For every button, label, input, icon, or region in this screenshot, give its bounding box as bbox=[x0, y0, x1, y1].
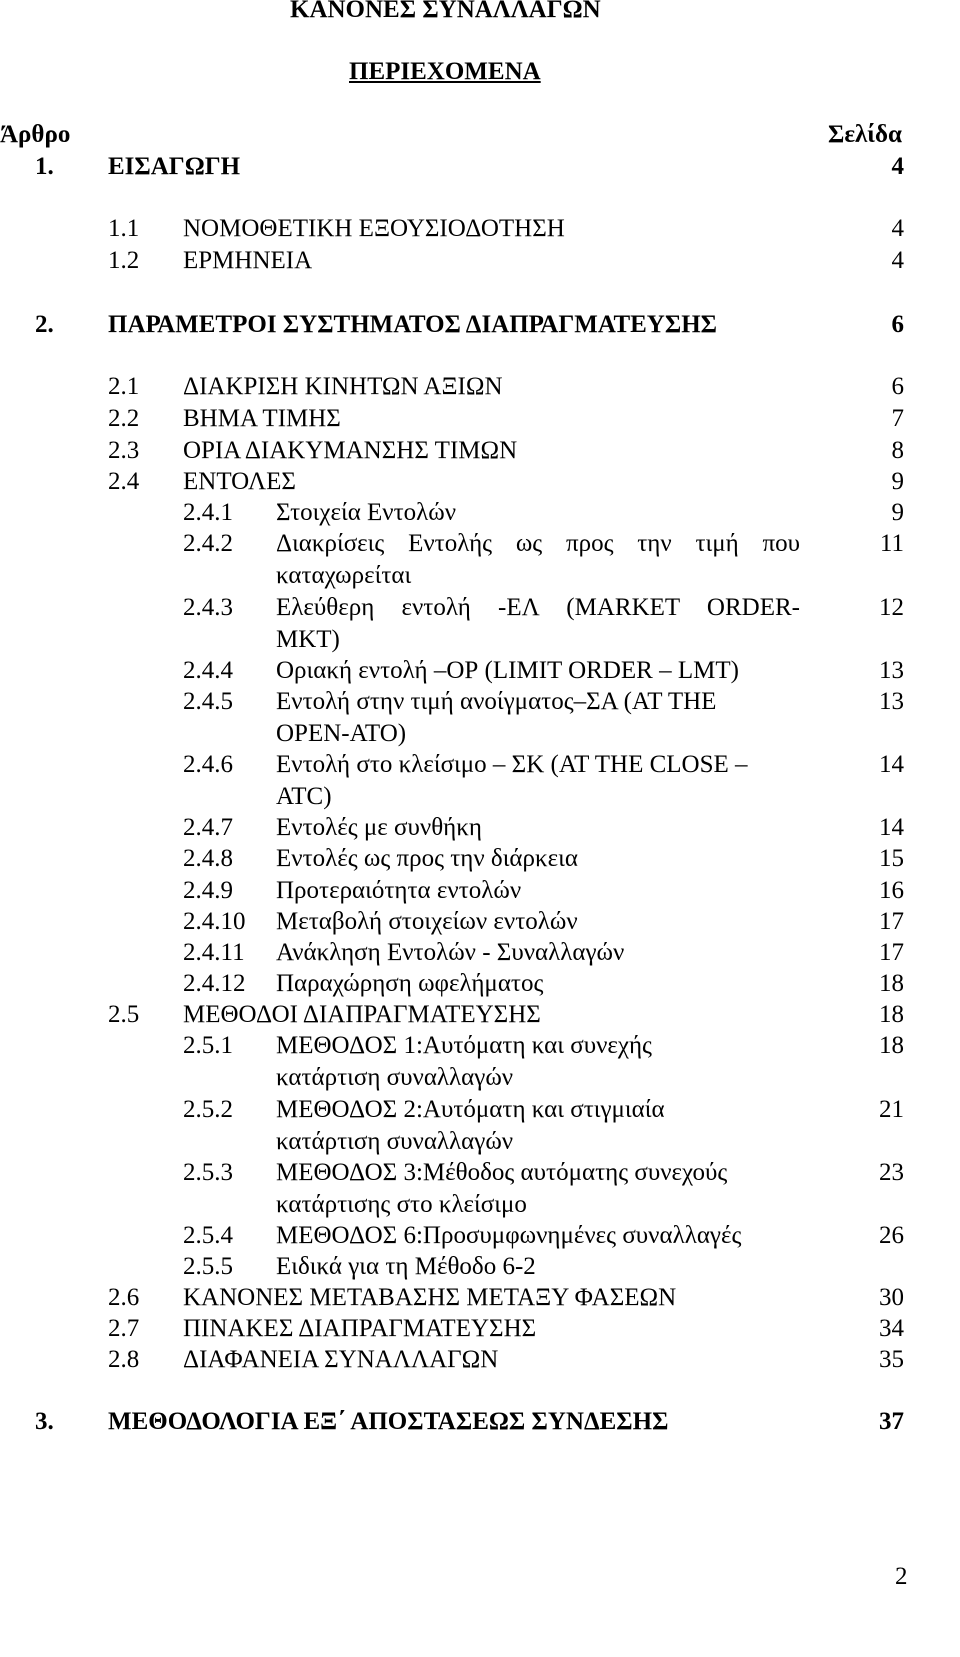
toc-entry-number: 2.4.9 bbox=[183, 877, 233, 904]
toc-entry-number: 2.5.2 bbox=[183, 1096, 233, 1123]
toc-entry-title: ΔΙΑΚΡΙΣΗ ΚΙΝΗΤΩΝ ΑΞΙΩΝ bbox=[183, 373, 503, 400]
toc-entry-page: 12 bbox=[879, 594, 904, 621]
toc-entry-title: ΜΕΘΟΔΟΛΟΓΙΑ ΕΞ΄ ΑΠΟΣΤΑΣΕΩΣ ΣΥΝΔΕΣΗΣ bbox=[108, 1408, 669, 1435]
toc-entry-page: 13 bbox=[879, 657, 904, 684]
toc-entry-page: 14 bbox=[879, 814, 904, 841]
toc-entry-page: 35 bbox=[879, 1346, 904, 1373]
toc-entry-title: ΜΕΘΟΔΟΣ 1:Αυτόματη και συνεχής bbox=[276, 1032, 652, 1059]
toc-entry-number: 2.4.11 bbox=[183, 939, 245, 966]
toc-entry-number: 2.4.4 bbox=[183, 657, 233, 684]
toc-entry-number: 2.5.3 bbox=[183, 1159, 233, 1186]
toc-entry-title-continued: κατάρτιση συναλλαγών bbox=[276, 1064, 514, 1091]
toc-entry-number: 1.2 bbox=[108, 247, 140, 274]
toc-entry-page: 18 bbox=[879, 1001, 904, 1028]
toc-entry-title: Παραχώρηση ωφελήματος bbox=[276, 970, 544, 997]
toc-entry-page: 8 bbox=[891, 437, 904, 464]
toc-entry-title-continued: κατάρτιση συναλλαγών bbox=[276, 1128, 514, 1155]
toc-entry-page: 18 bbox=[879, 1032, 904, 1059]
toc-entry-title: Ελεύθερη εντολή -ΕΛ (MARKET ORDER- bbox=[276, 594, 800, 621]
page-number: 2 bbox=[895, 1563, 908, 1590]
toc-entry-page: 9 bbox=[891, 499, 904, 526]
toc-entry-page: 37 bbox=[879, 1408, 904, 1435]
toc-entry-title: Διακρίσεις Εντολής ως προς την τιμή που bbox=[276, 530, 800, 557]
toc-entry-number: 2.4.1 bbox=[183, 499, 233, 526]
toc-entry-title: ΜΕΘΟΔΟΣ 6:Προσυμφωνημένες συναλλαγές bbox=[276, 1222, 742, 1249]
toc-entry-page: 11 bbox=[879, 530, 904, 557]
toc-entry-title: ΝΟΜΟΘΕΤΙΚΗ ΕΞΟΥΣΙΟΔΟΤΗΣΗ bbox=[183, 215, 565, 242]
toc-entry-title: Εντολές με συνθήκη bbox=[276, 814, 482, 841]
toc-entry-title: Ανάκληση Εντολών - Συναλλαγών bbox=[276, 939, 625, 966]
toc-entry-page: 4 bbox=[891, 215, 904, 242]
toc-entry-number: 1. bbox=[35, 153, 54, 180]
toc-entry-number: 2.4.8 bbox=[183, 845, 233, 872]
toc-entry-title-continued: MKT) bbox=[276, 626, 340, 653]
doc-title: ΚΑΝΟΝΕΣ ΣΥΝΑΛΛΑΓΩΝ bbox=[290, 0, 601, 23]
toc-entry-number: 2.4.12 bbox=[183, 970, 246, 997]
toc-entry-page: 4 bbox=[891, 247, 904, 274]
toc-entry-title-continued: ATC) bbox=[276, 783, 332, 810]
toc-entry-number: 2.4.6 bbox=[183, 751, 233, 778]
toc-entry-page: 17 bbox=[879, 939, 904, 966]
toc-entry-title: ΕΝΤΟΛΕΣ bbox=[183, 468, 296, 495]
toc-entry-page: 26 bbox=[879, 1222, 904, 1249]
toc-entry-number: 2.7 bbox=[108, 1315, 140, 1342]
toc-entry-page: 4 bbox=[891, 153, 904, 180]
toc-entry-number: 2.5.1 bbox=[183, 1032, 233, 1059]
toc-entry-title-continued: καταχωρείται bbox=[276, 562, 412, 589]
toc-entry-title: ΜΕΘΟΔΟΣ 3:Μέθοδος αυτόματης συνεχούς bbox=[276, 1159, 728, 1186]
toc-entry-title: ΟΡΙΑ ΔΙΑΚΥΜΑΝΣΗΣ ΤΙΜΩΝ bbox=[183, 437, 518, 464]
toc-entry-page: 34 bbox=[879, 1315, 904, 1342]
toc-entry-number: 3. bbox=[35, 1408, 54, 1435]
toc-entry-number: 2.6 bbox=[108, 1284, 140, 1311]
toc-entry-number: 2.4.7 bbox=[183, 814, 233, 841]
toc-entry-title: ΕΙΣΑΓΩΓΗ bbox=[108, 153, 241, 180]
toc-entry-title: ΚΑΝΟΝΕΣ ΜΕΤΑΒΑΣΗΣ ΜΕΤΑΞΥ ΦΑΣΕΩΝ bbox=[183, 1284, 677, 1311]
toc-entry-title: Εντολή στο κλείσιμο – ΣΚ (AT THE CLOSE – bbox=[276, 751, 748, 778]
contents-heading: ΠΕΡΙΕΧΟΜΕΝΑ bbox=[349, 58, 541, 85]
toc-entry-page: 18 bbox=[879, 970, 904, 997]
toc-entry-title: ΠΙΝΑΚΕΣ ΔΙΑΠΡΑΓΜΑΤΕΥΣΗΣ bbox=[183, 1315, 537, 1342]
toc-entry-number: 2.4.3 bbox=[183, 594, 233, 621]
toc-entry-number: 2.5.5 bbox=[183, 1253, 233, 1280]
toc-entry-title: ΕΡΜΗΝΕΙΑ bbox=[183, 247, 313, 274]
toc-entry-title: ΒΗΜΑ ΤΙΜΗΣ bbox=[183, 405, 341, 432]
toc-entry-page: 9 bbox=[891, 468, 904, 495]
toc-entry-number: 2.3 bbox=[108, 437, 140, 464]
toc-entry-title: Εντολές ως προς την διάρκεια bbox=[276, 845, 578, 872]
toc-entry-title: Οριακή εντολή –ΟΡ (LIMIT ORDER – LMT) bbox=[276, 657, 739, 684]
toc-entry-page: 16 bbox=[879, 877, 904, 904]
toc-entry-page: 6 bbox=[891, 311, 904, 338]
toc-entry-number: 2. bbox=[35, 311, 54, 338]
toc-entry-number: 2.2 bbox=[108, 405, 140, 432]
toc-entry-page: 7 bbox=[891, 405, 904, 432]
toc-entry-number: 2.4.2 bbox=[183, 530, 233, 557]
toc-entry-title: Εντολή στην τιμή ανοίγματος–ΣΑ (AT THE bbox=[276, 688, 717, 715]
toc-entry-title-continued: κατάρτισης στο κλείσιμο bbox=[276, 1191, 527, 1218]
toc-entry-number: 2.4.10 bbox=[183, 908, 246, 935]
toc-entry-number: 2.5.4 bbox=[183, 1222, 233, 1249]
toc-entry-title: ΠΑΡΑΜΕΤΡΟΙ ΣΥΣΤΗΜΑΤΟΣ ΔΙΑΠΡΑΓΜΑΤΕΥΣΗΣ bbox=[108, 311, 717, 338]
toc-entry-number: 2.1 bbox=[108, 373, 140, 400]
toc-entry-title: Στοιχεία Εντολών bbox=[276, 499, 457, 526]
toc-entry-title: Ειδικά για τη Μέθοδο 6-2 bbox=[276, 1253, 536, 1280]
column-header-page: Σελίδα bbox=[828, 121, 902, 148]
toc-entry-page: 30 bbox=[879, 1284, 904, 1311]
toc-entry-page: 14 bbox=[879, 751, 904, 778]
toc-entry-page: 6 bbox=[891, 373, 904, 400]
toc-entry-title-continued: OPEN-ATO) bbox=[276, 720, 407, 747]
toc-entry-number: 2.4.5 bbox=[183, 688, 233, 715]
toc-entry-number: 2.8 bbox=[108, 1346, 140, 1373]
column-header-article: Άρθρο bbox=[0, 121, 71, 148]
toc-entry-page: 21 bbox=[879, 1096, 904, 1123]
toc-entry-title: ΜΕΘΟΔΟΙ ΔΙΑΠΡΑΓΜΑΤΕΥΣΗΣ bbox=[183, 1001, 541, 1028]
toc-entry-number: 1.1 bbox=[108, 215, 140, 242]
toc-entry-page: 15 bbox=[879, 845, 904, 872]
toc-entry-number: 2.4 bbox=[108, 468, 140, 495]
toc-entry-page: 23 bbox=[879, 1159, 904, 1186]
toc-entry-number: 2.5 bbox=[108, 1001, 140, 1028]
toc-entry-title: Προτεραιότητα εντολών bbox=[276, 877, 522, 904]
toc-entry-title: ΔΙΑΦΑΝΕΙΑ ΣΥΝΑΛΛΑΓΩΝ bbox=[183, 1346, 499, 1373]
toc-entry-title: Μεταβολή στοιχείων εντολών bbox=[276, 908, 578, 935]
toc-entry-page: 13 bbox=[879, 688, 904, 715]
toc-entry-page: 17 bbox=[879, 908, 904, 935]
toc-entry-title: ΜΕΘΟΔΟΣ 2:Αυτόματη και στιγμιαία bbox=[276, 1096, 665, 1123]
